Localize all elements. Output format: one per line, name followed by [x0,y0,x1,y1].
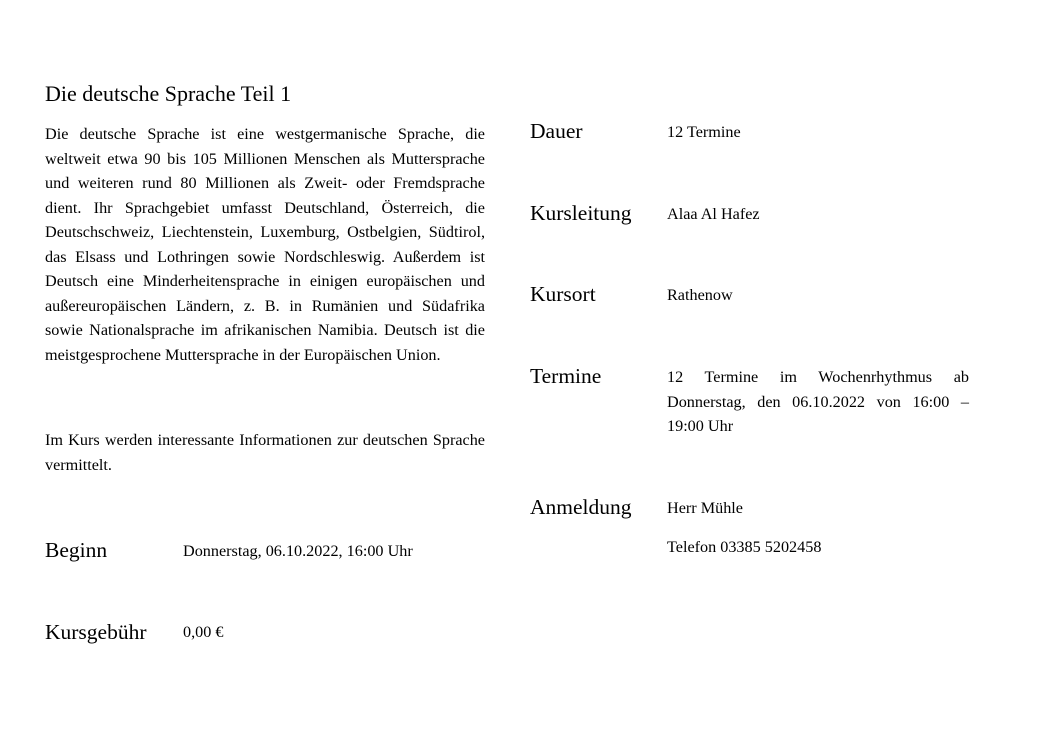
kursgebuehr-value: 0,00 € [183,623,224,641]
kursleitung-label: Kursleitung [530,201,632,225]
dauer-value: 12 Termine [667,123,741,141]
anmeldung-contact-name: Herr Mühle [667,499,743,517]
kursort-label: Kursort [530,282,596,306]
kursgebuehr-label: Kursgebühr [45,620,147,644]
document-title: Die deutsche Sprache Teil 1 [45,81,292,106]
kursort-value: Rathenow [667,286,733,304]
anmeldung-label: Anmeldung [530,495,632,519]
course-info-paragraph: Im Kurs werden interessante Informationen zur deutschen Sprache vermittelt. [45,431,485,474]
termine-value: 12 Termine im Wochenrhythmus ab Donnerstag, den 06.10.2022 von 16:00 – 19:00 Uhr [667,368,969,435]
beginn-label: Beginn [45,538,108,562]
kursleitung-value: Alaa Al Hafez [667,205,760,223]
anmeldung-phone: Telefon 03385 5202458 [667,538,822,556]
dauer-label: Dauer [530,119,583,143]
beginn-value: Donnerstag, 06.10.2022, 16:00 Uhr [183,542,413,560]
description-paragraph: Die deutsche Sprache ist eine westgermanische Sprache, die weltweit etwa 90 bis 105 Millionen Menschen als Muttersprache und weiteren rund 80 Millionen als Zweit- oder Fremdsprache dient. Ihr Sprachgebiet umfasst Deutschland, Österreich, die Deutschschweiz, Liechtenstein, Luxemburg, Ostbelgien, Südtirol, das Elsass und Lothringen sowie Nordschleswig. Außerdem ist Deutsch eine Minderheitensprache in einigen europäischen und außereuropäischen Ländern, z. B. in Rumänien und Südafrika sowie Nationalsprache im afrikanischen Namibia. Deutsch ist die meistgesprochene Muttersprache in der Europäischen Union. [45,125,485,364]
termine-label: Termine [530,364,602,388]
